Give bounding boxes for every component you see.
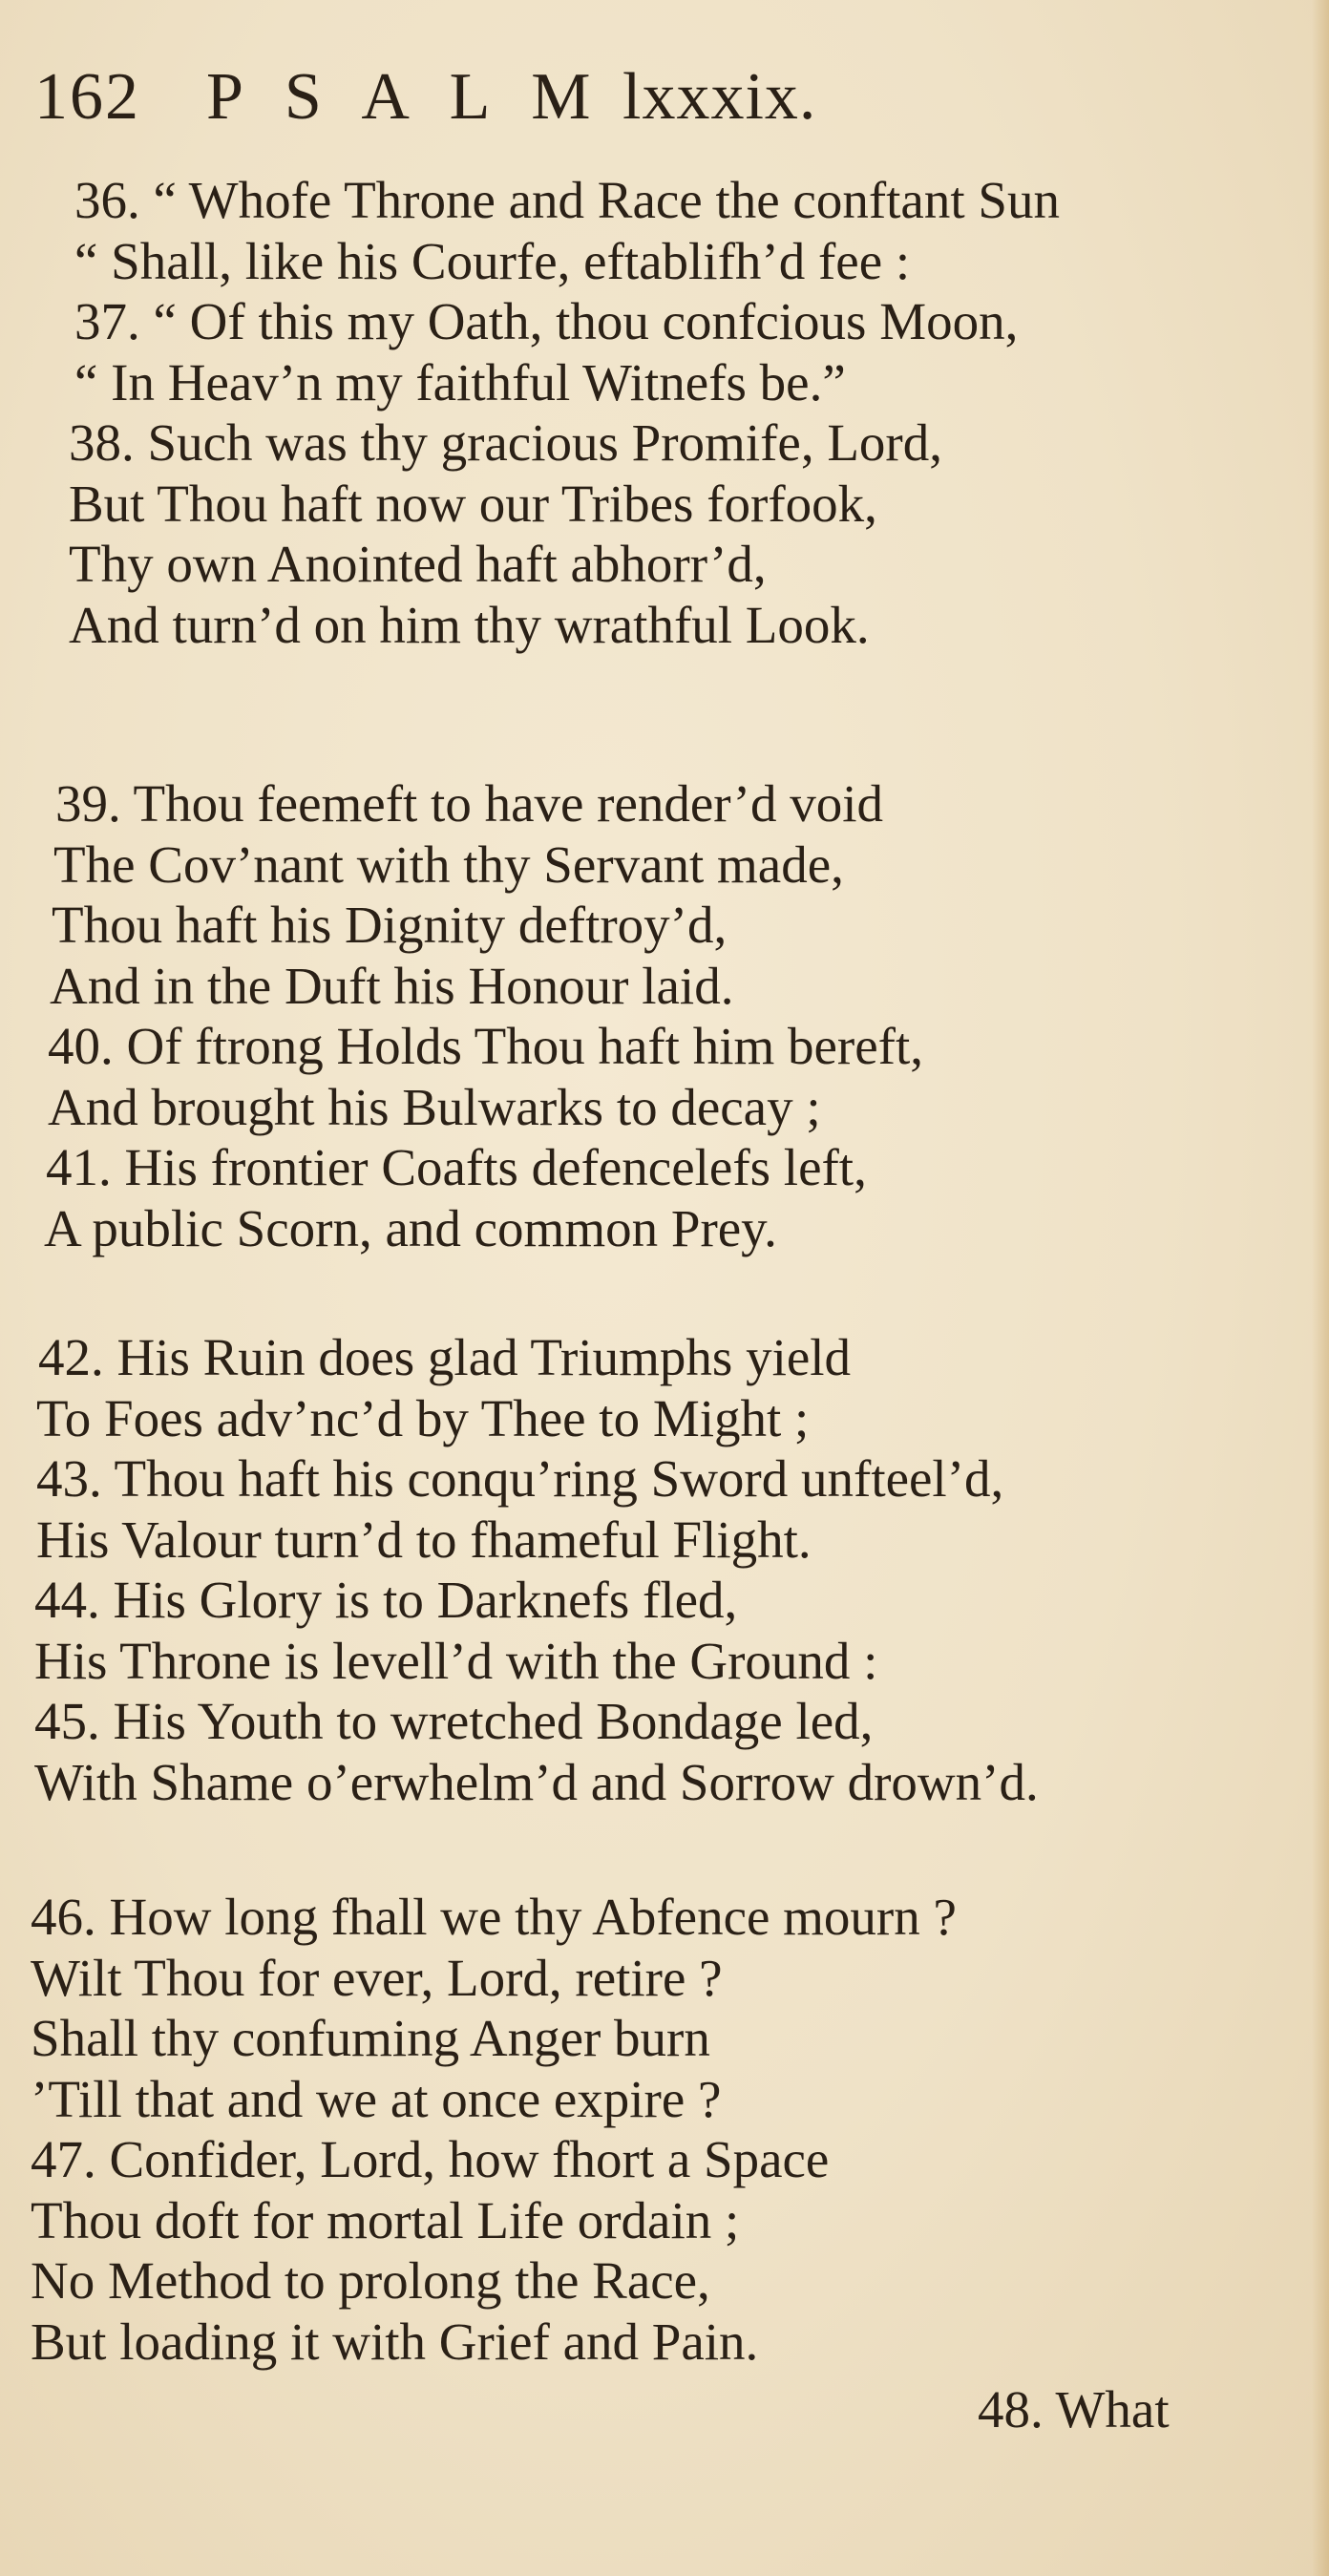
stanza-2 bbox=[0, 773, 1329, 1258]
verse-text: But Thou haft now our Tribes forfook, bbox=[69, 474, 877, 533]
verse-line bbox=[0, 1948, 1329, 2009]
verse-number: 39. bbox=[55, 774, 121, 833]
verse-number: 47. bbox=[31, 2130, 96, 2188]
running-header bbox=[34, 59, 1085, 136]
verse-line bbox=[0, 231, 1329, 292]
verse-line bbox=[0, 1077, 1329, 1138]
verse-line bbox=[0, 1510, 1329, 1571]
stanza-3 bbox=[0, 1327, 1329, 1812]
verse-text: Wilt Thou for ever, Lord, retire ? bbox=[31, 1948, 723, 2007]
catchword: 48. What bbox=[978, 2380, 1170, 2439]
stanza-1 bbox=[0, 170, 1329, 655]
verse-text: How long fhall we thy Abfence mourn ? bbox=[109, 1888, 957, 1946]
verse-line bbox=[0, 2250, 1329, 2312]
verse-text: ’Till that and we at once expire ? bbox=[31, 2069, 722, 2128]
verse-line bbox=[0, 956, 1329, 1017]
verse-text: Thou haft his conqu’ring Sword unfteel’d, bbox=[114, 1449, 1004, 1508]
verse-line bbox=[0, 1631, 1329, 1692]
verse-text: And turn’d on him thy wrathful Look. bbox=[69, 595, 870, 654]
page-number: 162 bbox=[34, 60, 140, 134]
verse-number: 42. bbox=[38, 1328, 104, 1386]
verse-text: Shall thy confuming Anger burn bbox=[31, 2009, 710, 2067]
verse-text: No Method to prolong the Race, bbox=[31, 2251, 710, 2310]
verse-line bbox=[0, 1752, 1329, 1813]
verse-number: 41. bbox=[46, 1138, 112, 1196]
verse-text: And in the Duft his Honour laid. bbox=[50, 956, 734, 1015]
verse-line bbox=[0, 291, 1329, 352]
verse-text: With Shame o’erwhelm’d and Sorrow drown’d. bbox=[34, 1752, 1039, 1811]
verse-text: Confider, Lord, how fhort a Space bbox=[109, 2130, 830, 2188]
verse-line bbox=[0, 2008, 1329, 2069]
verse-text: Thou haft his Dignity deftroy’d, bbox=[52, 896, 728, 954]
verse-text: His Ruin does glad Triumphs yield bbox=[116, 1328, 852, 1386]
verse-line bbox=[0, 2129, 1329, 2190]
verse-line bbox=[0, 2069, 1329, 2130]
verse-line bbox=[0, 1691, 1329, 1752]
verse-text: Such was thy gracious Promife, Lord, bbox=[147, 413, 942, 472]
verse-line bbox=[0, 2312, 1329, 2373]
verse-text: His Valour turn’d to fhameful Flight. bbox=[36, 1510, 812, 1569]
verse-text: “ Of this my Oath, thou confcious Moon, bbox=[153, 292, 1019, 350]
header-title: P S A L M bbox=[206, 60, 604, 134]
verse-text: “ Shall, like his Courfe, eftablifh’d fee : bbox=[74, 231, 911, 290]
verse-line bbox=[0, 595, 1329, 656]
verse-line bbox=[0, 1137, 1329, 1198]
verse-number: 45. bbox=[34, 1692, 100, 1750]
stanza-4 bbox=[0, 1887, 1329, 2372]
verse-line bbox=[0, 1016, 1329, 1077]
verse-line bbox=[0, 1448, 1329, 1510]
verse-text: His Throne is levell’d with the Ground : bbox=[34, 1631, 878, 1690]
verse-text: Thou feemeft to have render’d void bbox=[133, 774, 883, 833]
verse-line bbox=[0, 834, 1329, 896]
verse-line bbox=[0, 534, 1329, 595]
verse-text: Of ftrong Holds Thou haft him bereft, bbox=[126, 1017, 924, 1075]
verse-text: The Cov’nant with thy Servant made, bbox=[53, 834, 844, 894]
verse-text: His Youth to wretched Bondage led, bbox=[113, 1692, 874, 1750]
verse-number: 46. bbox=[31, 1888, 96, 1946]
verse-text: A public Scorn, and common Prey. bbox=[44, 1198, 777, 1257]
verse-text: “ In Heav’n my faithful Witnefs be.” bbox=[74, 352, 846, 412]
verse-number: 38. bbox=[69, 413, 135, 472]
verse-number: 44. bbox=[34, 1571, 100, 1629]
verse-text: And brought his Bulwarks to decay ; bbox=[48, 1077, 821, 1136]
verse-number: 37. bbox=[74, 292, 140, 350]
verse-line bbox=[0, 1198, 1329, 1259]
psalm-number: lxxxix. bbox=[622, 60, 817, 134]
verse-text: “ Whofe Throne and Race the conftant Sun bbox=[153, 171, 1060, 229]
verse-line bbox=[0, 1570, 1329, 1631]
verse-line bbox=[0, 170, 1329, 231]
verse-line bbox=[0, 1887, 1329, 1948]
verse-line bbox=[0, 1327, 1329, 1388]
verse-line bbox=[0, 773, 1329, 834]
verse-text: To Foes adv’nc’d by Thee to Might ; bbox=[36, 1388, 810, 1447]
verse-number: 40. bbox=[48, 1017, 114, 1075]
verse-text: Thy own Anointed haft abhorr’d, bbox=[69, 535, 767, 593]
verse-line bbox=[0, 474, 1329, 535]
verse-text: His frontier Coafts defencelefs left, bbox=[124, 1138, 867, 1196]
verse-line bbox=[0, 352, 1329, 413]
verse-line bbox=[0, 895, 1329, 956]
verse-line bbox=[0, 412, 1329, 474]
verse-number: 43. bbox=[36, 1449, 102, 1508]
verse-text: Thou doft for mortal Life ordain ; bbox=[31, 2190, 740, 2249]
verse-text: His Glory is to Darknefs fled, bbox=[113, 1571, 738, 1629]
verse-text: But loading it with Grief and Pain. bbox=[31, 2312, 759, 2371]
verse-line bbox=[0, 1388, 1329, 1449]
verse-number: 36. bbox=[74, 171, 140, 229]
verse-line bbox=[0, 2190, 1329, 2251]
